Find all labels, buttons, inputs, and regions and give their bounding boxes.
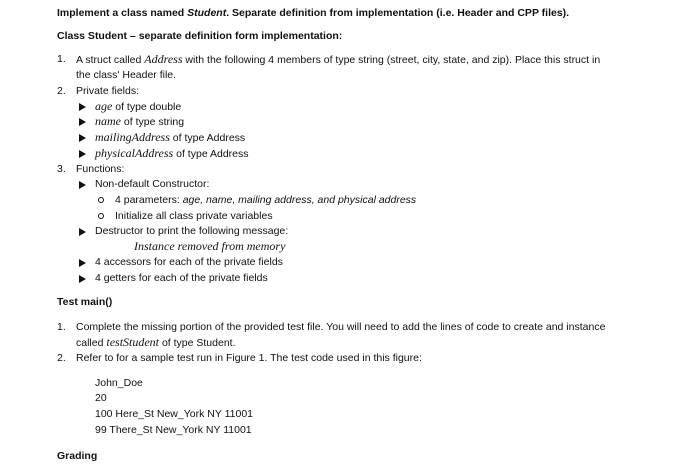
- field-type: of type double: [112, 101, 182, 113]
- arrow-bullet-icon: [79, 259, 86, 267]
- item1-line2: the class' Header file.: [76, 69, 177, 81]
- test1-line2: [76, 335, 236, 351]
- cut-off-heading-text: Grading: [57, 450, 98, 462]
- arrow-bullet-icon: [79, 118, 86, 126]
- test1-number: 1.: [57, 321, 66, 333]
- accessors-text: 4 accessors for each of the private fields: [95, 256, 283, 268]
- test1-line1: Complete the missing portion of the provided test file. You will need to add the lines of code to create and instance: [76, 321, 606, 333]
- struct-name: Address: [144, 52, 183, 66]
- item2-label: Private fields:: [76, 85, 140, 97]
- test1-post: of type Student.: [159, 337, 236, 349]
- arrow-bullet-icon: [79, 228, 86, 236]
- sample-input-line: 100 Here_St New_York NY 11001: [95, 408, 253, 420]
- arrow-bullet-icon: [79, 134, 86, 142]
- test1-pre: called: [76, 337, 107, 349]
- test-main-heading: Test main(): [57, 296, 113, 308]
- test2-number: 2.: [57, 352, 66, 364]
- ctor-parameters: [115, 193, 416, 208]
- assignment-heading: [57, 6, 569, 21]
- field-name: age: [95, 99, 113, 113]
- ctor-params-pre: 4 parameters:: [115, 194, 183, 206]
- getters-text: 4 getters for each of the private fields: [95, 272, 268, 284]
- circle-bullet-icon: [98, 197, 104, 203]
- field-type: of type Address: [169, 132, 246, 144]
- arrow-bullet-icon: [79, 150, 86, 158]
- section-subheading: Class Student – separate definition form implementation:: [57, 30, 343, 42]
- arrow-bullet-icon: [79, 181, 86, 189]
- item1-number: 1.: [57, 53, 66, 65]
- ctor-params-list: age, name, mailing address, and physical address: [182, 194, 417, 206]
- field-name: name: [95, 114, 121, 128]
- arrow-bullet-icon: [79, 275, 86, 283]
- field-mailing-address: [95, 130, 245, 146]
- test2-text: Refer to for a sample test run in Figure 1. The test code used in this figure:: [76, 352, 422, 364]
- sample-input-line: 99 There_St New_York NY 11001: [95, 424, 252, 436]
- field-name-field: [95, 114, 184, 130]
- destructor-text: Destructor to print the following message:: [95, 225, 289, 237]
- ctor-initialize: Initialize all class private variables: [115, 210, 273, 222]
- test-student-var: testStudent: [106, 335, 160, 349]
- field-age: [95, 99, 181, 115]
- field-name: physicalAddress: [95, 146, 174, 160]
- item1-line1: [76, 52, 600, 68]
- sample-input-line: 20: [95, 392, 107, 404]
- circle-bullet-icon: [98, 213, 104, 219]
- field-physical-address: [95, 146, 249, 162]
- cut-off-heading: [57, 449, 98, 462]
- sample-input-line: John_Doe: [95, 377, 143, 389]
- arrow-bullet-icon: [79, 103, 86, 111]
- destructor-message: Instance removed from memory: [134, 239, 286, 253]
- field-type: of type string: [121, 116, 185, 128]
- ctor-label: Non-default Constructor:: [95, 178, 210, 190]
- heading-prefix: Implement a class named: [57, 7, 188, 19]
- field-name: mailingAddress: [95, 130, 170, 144]
- item3-label: Functions:: [76, 163, 125, 175]
- item3-number: 3.: [57, 163, 66, 175]
- item1-pre: A struct called: [76, 54, 145, 66]
- heading-suffix: . Separate definition from implementation (i.e. Header and CPP files).: [226, 7, 570, 19]
- field-type: of type Address: [173, 148, 249, 160]
- heading-class-name: Student: [187, 7, 227, 19]
- item1-post: with the following 4 members of type string (street, city, state, and zip). Place this struct in: [182, 54, 601, 66]
- item2-number: 2.: [57, 85, 66, 97]
